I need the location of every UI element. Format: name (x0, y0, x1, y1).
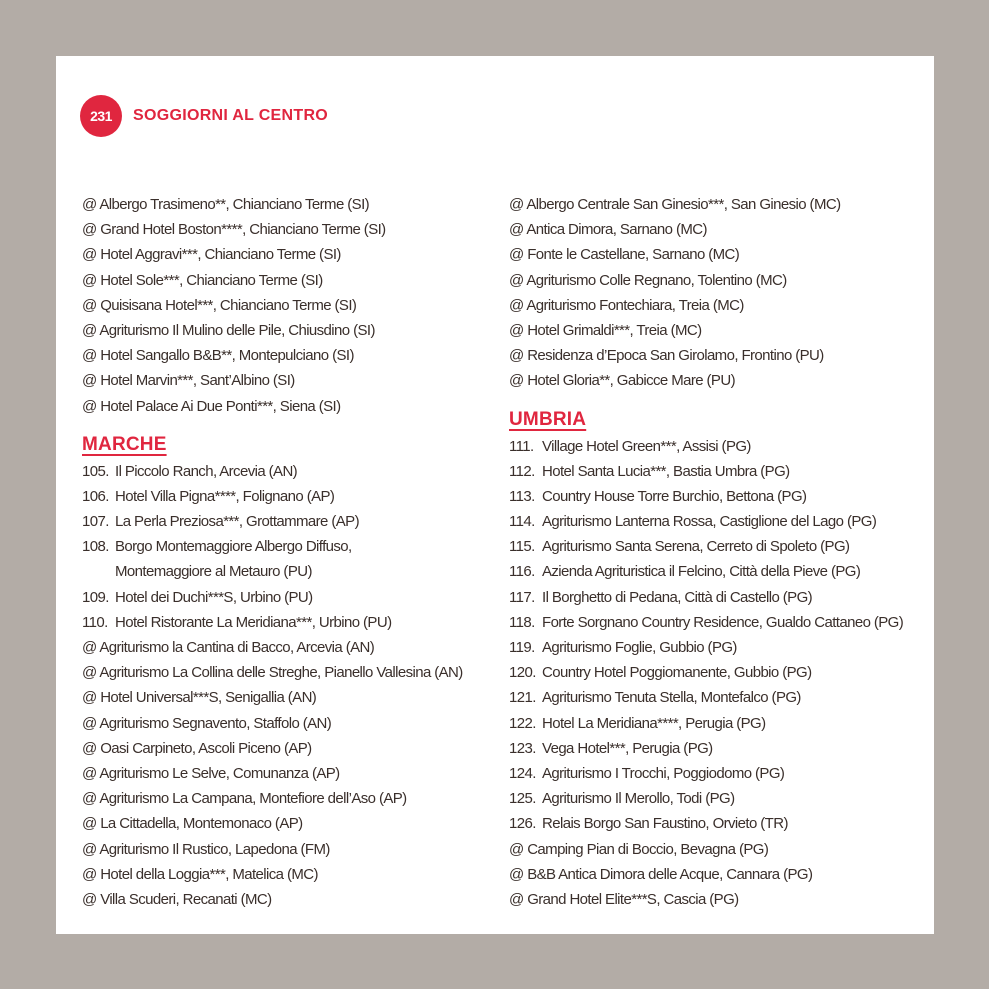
item-text: Agriturismo Lanterna Rossa, Castiglione del Lago (PG) (542, 513, 877, 531)
list-item: @ Antica Dimora, Sarnano (MC) (509, 221, 707, 239)
item-number: 118. (509, 613, 535, 631)
item-number: 119. (509, 639, 535, 656)
list-item: @ Hotel Sole***, Chianciano Terme (SI) (82, 271, 323, 289)
list-item: @ Albergo Trasimeno**, Chianciano Terme (SI) (82, 196, 370, 213)
list-item: @ Agriturismo La Collina delle Streghe, Pianello Vallesina (AN) (82, 664, 463, 682)
numbered-item (509, 434, 903, 459)
item-number: 121. (509, 689, 536, 707)
page (56, 56, 934, 934)
item-text: Village Hotel Green***, Assisi (PG) (542, 437, 751, 455)
list-item: @ Fonte le Castellane, Sarnano (MC) (509, 246, 740, 264)
numbered-item (82, 509, 463, 534)
umbria-extra-list (509, 837, 903, 913)
section-title: SOGGIORNI AL CENTRO (133, 107, 329, 124)
item-number: 122. (509, 714, 536, 732)
item-text: Hotel Villa Pigna****, Folignano (AP) (115, 487, 335, 505)
numbered-item (509, 459, 903, 484)
region-heading-umbria: UMBRIA (509, 408, 587, 430)
item-number: 126. (509, 815, 536, 833)
umbria-numbered-list (509, 434, 903, 837)
numbered-item (82, 534, 463, 559)
page-header (80, 94, 328, 138)
list-item: @ Agriturismo Le Selve, Comunanza (AP) (82, 764, 340, 782)
item-text: Agriturismo I Trocchi, Poggiodomo (PG) (542, 764, 785, 782)
marche-extra-list (82, 635, 463, 912)
item-text: Agriturismo Santa Serena, Cerreto di Spoleto (PG) (542, 538, 850, 556)
list-item: @ Hotel Marvin***, Sant’Albino (SI) (82, 372, 295, 390)
list-item: @ Agriturismo Il Mulino delle Pile, Chiusdino (SI) (82, 321, 375, 339)
list-item: @ Albergo Centrale San Ginesio***, San Ginesio (MC) (509, 196, 841, 213)
numbered-item-continuation: Montemaggiore al Metauro (PU) (115, 563, 312, 581)
numbered-item (509, 484, 903, 509)
list-item: @ La Cittadella, Montemonaco (AP) (82, 815, 303, 833)
item-number: 109. (82, 588, 109, 606)
numbered-item (509, 534, 903, 559)
list-item: @ Agriturismo Colle Regnano, Tolentino (MC) (509, 271, 787, 289)
list-item: @ Hotel Universal***S, Senigallia (AN) (82, 689, 317, 707)
numbered-item (82, 484, 463, 509)
numbered-item (509, 635, 903, 660)
list-item: @ Agriturismo Il Rustico, Lapedona (FM) (82, 840, 330, 858)
item-number: 123. (509, 739, 536, 757)
item-number: 106. (82, 487, 109, 505)
item-text: Hotel Santa Lucia***, Bastia Umbra (PG) (542, 462, 790, 480)
right-column (509, 192, 903, 912)
numbered-item (509, 660, 903, 685)
numbered-item (509, 736, 903, 761)
numbered-item (509, 685, 903, 710)
item-number: 116. (509, 563, 535, 581)
list-item: @ B&B Antica Dimora delle Acque, Cannara (PG) (509, 865, 813, 883)
list-item: @ Grand Hotel Elite***S, Cascia (PG) (509, 890, 739, 908)
list-item: @ Hotel Palace Ai Due Ponti***, Siena (SI) (82, 397, 341, 415)
item-text: Country House Torre Burchio, Bettona (PG) (542, 487, 807, 505)
list-item: @ Agriturismo La Campana, Montefiore dell’Aso (AP) (82, 790, 407, 808)
item-text: Vega Hotel***, Perugia (PG) (542, 739, 713, 757)
list-item: @ Agriturismo Fontechiara, Treia (MC) (509, 296, 744, 314)
list-item: @ Quisisana Hotel***, Chianciano Terme (SI) (82, 296, 357, 314)
numbered-item (509, 559, 903, 584)
left-intro-list (82, 192, 463, 419)
numbered-item (509, 811, 903, 836)
item-text: Borgo Montemaggiore Albergo Diffuso, (115, 538, 352, 556)
list-item: @ Hotel della Loggia***, Matelica (MC) (82, 865, 318, 883)
item-number: 113. (509, 487, 535, 505)
item-number: 115. (509, 538, 535, 556)
item-text: Hotel La Meridiana****, Perugia (PG) (542, 714, 766, 732)
item-number: 110. (82, 613, 108, 631)
numbered-item (509, 761, 903, 786)
list-item: @ Villa Scuderi, Recanati (MC) (82, 890, 272, 908)
item-text: Il Piccolo Ranch, Arcevia (AN) (115, 462, 298, 480)
item-text: Agriturismo Tenuta Stella, Montefalco (PG) (542, 689, 801, 707)
item-text: Agriturismo Foglie, Gubbio (PG) (542, 639, 737, 656)
item-text: Country Hotel Poggiomanente, Gubbio (PG) (542, 664, 812, 682)
item-text: Hotel Ristorante La Meridiana***, Urbino (PU) (115, 613, 392, 631)
list-item: @ Camping Pian di Boccio, Bevagna (PG) (509, 840, 769, 858)
item-number: 124. (509, 764, 536, 782)
item-text: Il Borghetto di Pedana, Città di Castello (PG) (542, 588, 813, 606)
item-number: 105. (82, 462, 109, 480)
item-number: 120. (509, 664, 536, 682)
list-item: @ Hotel Sangallo B&B**, Montepulciano (SI) (82, 347, 354, 365)
numbered-item (509, 610, 903, 635)
list-item: @ Agriturismo la Cantina di Bacco, Arcevia (AN) (82, 639, 375, 656)
numbered-item (509, 711, 903, 736)
list-item: @ Hotel Aggravi***, Chianciano Terme (SI) (82, 246, 341, 264)
item-text: Azienda Agrituristica il Felcino, Città della Pieve (PG) (542, 563, 861, 581)
list-item: @ Residenza d’Epoca San Girolamo, Frontino (PU) (509, 347, 824, 365)
list-item: @ Grand Hotel Boston****, Chianciano Terme (SI) (82, 221, 386, 239)
list-item: @ Oasi Carpineto, Ascoli Piceno (AP) (82, 739, 312, 757)
item-number: 117. (509, 588, 535, 606)
numbered-item (82, 610, 463, 635)
numbered-item (509, 585, 903, 610)
numbered-item (509, 509, 903, 534)
right-intro-list (509, 192, 903, 394)
numbered-item (82, 459, 463, 484)
item-text: Hotel dei Duchi***S, Urbino (PU) (115, 588, 313, 606)
list-item: @ Hotel Grimaldi***, Treia (MC) (509, 321, 702, 339)
item-text: La Perla Preziosa***, Grottammare (AP) (115, 513, 359, 531)
numbered-item (82, 585, 463, 610)
numbered-item (509, 786, 903, 811)
item-text: Agriturismo Il Merollo, Todi (PG) (542, 790, 735, 808)
left-column (82, 192, 463, 912)
item-number: 112. (509, 462, 535, 480)
region-heading-marche: MARCHE (82, 433, 167, 455)
list-item: @ Agriturismo Segnavento, Staffolo (AN) (82, 714, 332, 732)
item-number: 108. (82, 538, 109, 556)
item-number: 111. (509, 437, 534, 455)
item-number: 125. (509, 790, 536, 808)
item-text: Forte Sorgnano Country Residence, Gualdo Cattaneo (PG) (542, 613, 904, 631)
page-number-badge: 231 (80, 95, 122, 137)
item-number: 114. (509, 513, 535, 531)
list-item: @ Hotel Gloria**, Gabicce Mare (PU) (509, 372, 735, 390)
item-number: 107. (82, 513, 109, 531)
item-text: Relais Borgo San Faustino, Orvieto (TR) (542, 815, 788, 833)
marche-numbered-list (82, 459, 463, 635)
